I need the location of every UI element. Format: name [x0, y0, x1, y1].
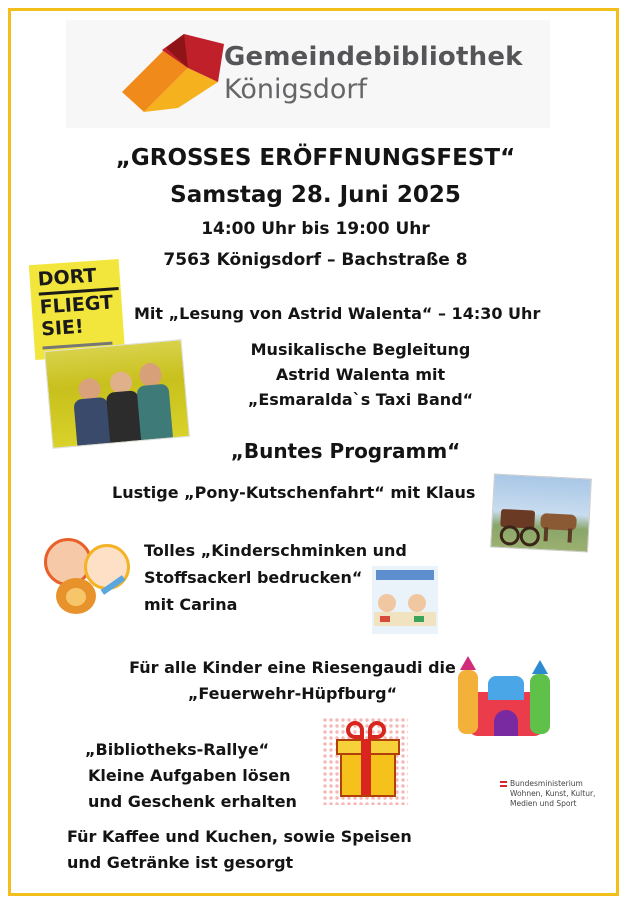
ministry-logo [500, 779, 595, 809]
food-line2: und Getränke ist gesorgt [67, 853, 294, 872]
reading-text: Mit „Lesung von Astrid Walenta“ – 14:30 Uhr [134, 304, 541, 323]
music-line2: Astrid Walenta mit [275, 365, 446, 384]
book-title-line3: SIE! [40, 315, 85, 341]
bouncy-castle-illustration [458, 652, 554, 748]
ministry-line1: Bundesministerium [510, 779, 583, 788]
book-title-line2: FLIEGT [39, 291, 114, 319]
painting-line1: Tolles „Kinderschminken und [144, 541, 407, 560]
rally-line3: und Geschenk erhalten [88, 792, 297, 811]
kids-crafting-illustration [372, 566, 438, 634]
program-heading: „Buntes Programm“ [230, 439, 461, 463]
gift-box-illustration [322, 717, 408, 805]
logo-title: Gemeindebibliothek [224, 42, 523, 72]
library-logo-icon [118, 30, 230, 112]
rally-line1: „Bibliotheks-Rallye“ [85, 740, 270, 759]
painting-line3: mit Carina [144, 595, 238, 614]
austria-flag-icon [500, 781, 507, 787]
music-line1: Musikalische Begleitung [250, 340, 471, 359]
pony-carriage-photo [490, 473, 592, 552]
pony-text: Lustige „Pony-Kutschenfahrt“ mit Klaus [112, 483, 476, 502]
event-time: 14:00 Uhr bis 19:00 Uhr [201, 219, 430, 239]
event-date: Samstag 28. Juni 2025 [170, 182, 461, 208]
bouncy-line2: „Feuerwehr-Hüpfburg“ [187, 684, 398, 703]
book-title-line1: DORT [37, 264, 98, 291]
painting-line2: Stoffsackerl bedrucken“ [144, 568, 363, 587]
food-line1: Für Kaffee und Kuchen, sowie Speisen [67, 827, 412, 846]
event-title: „GROSSES ERÖFFNUNGSFEST“ [115, 145, 516, 171]
ministry-line2: Wohnen, Kunst, Kultur, [510, 789, 596, 798]
ministry-line3: Medien und Sport [510, 799, 577, 808]
logo-subtitle: Königsdorf [224, 74, 367, 105]
rally-line2: Kleine Aufgaben lösen [88, 766, 291, 785]
music-line3: „Esmaralda`s Taxi Band“ [247, 390, 474, 409]
event-address: 7563 Königsdorf – Bachstraße 8 [163, 250, 468, 270]
bouncy-line1: Für alle Kinder eine Riesengaudi die [129, 658, 456, 677]
face-painting-illustration [40, 530, 130, 614]
